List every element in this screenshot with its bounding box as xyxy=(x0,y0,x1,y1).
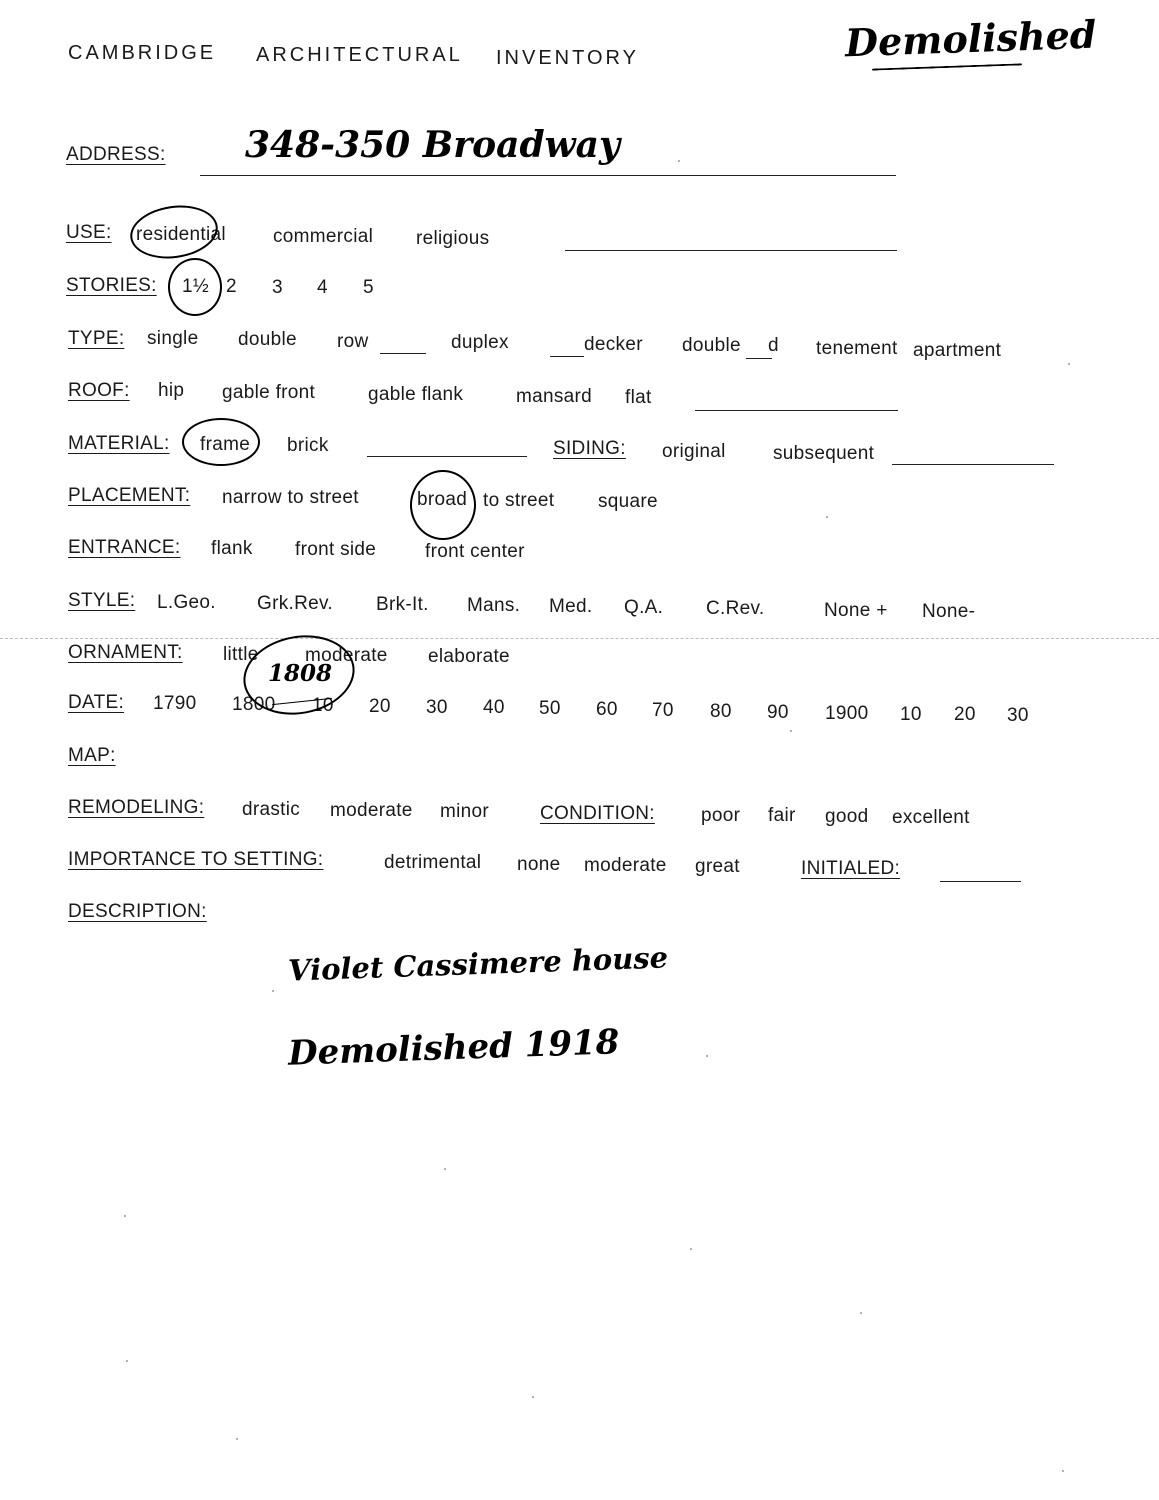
roof-label: ROOF: xyxy=(68,380,130,401)
style-option-none-plus: None + xyxy=(824,600,888,621)
scan-speck xyxy=(126,1360,128,1362)
use-option-commercial: commercial xyxy=(273,226,374,247)
scan-speck xyxy=(790,730,792,732)
type-option-d: d xyxy=(768,335,779,356)
demolished-stamp: Demolished xyxy=(844,11,1098,66)
siding-label: SIDING: xyxy=(553,438,626,459)
remodeling-option-drastic: drastic xyxy=(242,799,301,820)
importance-option-detrimental: detrimental xyxy=(384,852,482,873)
entrance-label: ENTRANCE: xyxy=(68,537,181,558)
style-label: STYLE: xyxy=(68,590,136,611)
entrance-option-flank: flank xyxy=(211,538,253,559)
siding-other-blank xyxy=(892,464,1054,465)
material-option-brick: brick xyxy=(287,435,329,456)
scan-speck xyxy=(860,1312,862,1314)
type-option-duplex: duplex xyxy=(451,332,509,353)
initialed-blank xyxy=(940,881,1021,882)
description-label: DESCRIPTION: xyxy=(68,901,207,922)
condition-option-excellent: excellent xyxy=(892,807,970,828)
type-decker-blank xyxy=(550,356,584,357)
scan-speck xyxy=(272,990,274,992)
description-line-2: Demolished 1918 xyxy=(287,1022,620,1074)
ornament-label: ORNAMENT: xyxy=(68,642,183,663)
address-line xyxy=(200,175,896,176)
ornament-option-moderate: moderate xyxy=(305,645,388,666)
date-label: DATE: xyxy=(68,692,125,713)
address-label: ADDRESS: xyxy=(66,144,166,165)
placement-option-square: square xyxy=(598,491,658,512)
use-label: USE: xyxy=(66,222,112,243)
scan-speck xyxy=(236,1438,238,1440)
type-option-double-d: double xyxy=(682,335,741,356)
importance-option-great: great xyxy=(695,856,740,877)
style-option-none-minus: None- xyxy=(922,601,976,622)
use-option-residential: residential xyxy=(136,224,226,245)
scan-speck xyxy=(706,1055,708,1057)
material-label: MATERIAL: xyxy=(68,433,170,454)
roof-option-hip: hip xyxy=(158,380,185,401)
type-option-double: double xyxy=(238,329,297,350)
description-line-1: Violet Cassimere house xyxy=(287,940,669,988)
ornament-option-little: little xyxy=(223,644,259,665)
date-option-1880: 80 xyxy=(710,701,732,722)
date-option-1890: 90 xyxy=(767,702,789,723)
date-option-1820: 20 xyxy=(369,696,391,717)
scan-speck xyxy=(1062,1470,1064,1472)
type-row-blank xyxy=(380,353,426,354)
date-handwritten: 1808 xyxy=(268,660,333,687)
condition-option-poor: poor xyxy=(701,805,741,826)
date-option-1870: 70 xyxy=(652,700,674,721)
type-option-tenement: tenement xyxy=(816,338,898,359)
date-option-1840: 40 xyxy=(483,697,505,718)
header-word-3: INVENTORY xyxy=(496,47,639,69)
remodeling-option-moderate: moderate xyxy=(330,800,413,821)
type-option-row: row xyxy=(337,331,369,352)
style-option-qa: Q.A. xyxy=(624,597,664,618)
use-option-religious: religious xyxy=(416,228,490,249)
stories-option-5: 5 xyxy=(363,277,374,298)
stories-selection-circle xyxy=(168,258,222,316)
importance-option-none: none xyxy=(517,854,561,875)
type-option-apartment: apartment xyxy=(913,340,1002,361)
placement-label: PLACEMENT: xyxy=(68,485,191,506)
stories-label: STORIES: xyxy=(66,275,157,296)
style-option-grkrev: Grk.Rev. xyxy=(257,593,333,614)
scan-speck xyxy=(124,1215,126,1217)
date-option-1810: 10 xyxy=(312,695,334,716)
placement-selection-circle xyxy=(410,470,476,540)
style-option-mans: Mans. xyxy=(467,595,521,616)
roof-option-gable-front: gable front xyxy=(222,382,316,403)
date-option-1920: 20 xyxy=(954,704,976,725)
siding-option-original: original xyxy=(662,441,726,462)
roof-option-mansard: mansard xyxy=(516,386,593,407)
style-option-med: Med. xyxy=(549,596,593,617)
date-option-1860: 60 xyxy=(596,699,618,720)
material-other-blank xyxy=(367,456,527,457)
scan-speck xyxy=(532,1396,534,1398)
date-option-1800: 1800 xyxy=(232,694,276,715)
roof-other-blank xyxy=(695,410,898,411)
date-option-1930: 30 xyxy=(1007,705,1029,726)
ornament-option-elaborate: elaborate xyxy=(428,646,510,667)
entrance-option-front-center: front center xyxy=(425,541,525,562)
style-option-lgeo: L.Geo. xyxy=(157,592,216,613)
header-word-2: ARCHITECTURAL xyxy=(256,44,463,66)
address-value: 348-350 Broadway xyxy=(245,124,620,166)
condition-option-good: good xyxy=(825,806,869,827)
header-word-1: CAMBRIDGE xyxy=(68,42,217,64)
siding-option-subsequent: subsequent xyxy=(773,443,875,464)
stamp-underline xyxy=(872,63,1022,70)
scan-speck xyxy=(826,516,828,518)
importance-label: IMPORTANCE TO SETTING: xyxy=(68,849,324,870)
stories-option-4: 4 xyxy=(317,277,328,298)
style-option-crev: C.Rev. xyxy=(706,598,765,619)
condition-option-fair: fair xyxy=(768,805,796,826)
placement-option-narrow: narrow to street xyxy=(222,487,359,508)
date-option-1850: 50 xyxy=(539,698,561,719)
scan-speck xyxy=(444,1168,446,1170)
remodeling-label: REMODELING: xyxy=(68,797,205,818)
initialed-label: INITIALED: xyxy=(801,858,901,879)
date-option-1910: 10 xyxy=(900,704,922,725)
scan-speck xyxy=(690,1248,692,1250)
placement-option-broad: broad xyxy=(417,489,468,510)
date-option-1900: 1900 xyxy=(825,703,869,724)
style-option-brkit: Brk-It. xyxy=(376,594,429,615)
placement-option-to-street: to street xyxy=(483,490,555,511)
use-other-blank xyxy=(565,250,897,251)
stories-option-1-5: 1½ xyxy=(182,276,210,297)
use-selection-circle xyxy=(127,200,221,264)
roof-option-gable-flank: gable flank xyxy=(368,384,464,405)
stories-option-2: 2 xyxy=(226,276,237,297)
stories-option-3: 3 xyxy=(272,277,283,298)
remodeling-option-minor: minor xyxy=(440,801,490,822)
scan-speck xyxy=(1068,363,1070,365)
entrance-option-front-side: front side xyxy=(295,539,377,560)
date-option-1830: 30 xyxy=(426,697,448,718)
material-option-frame: frame xyxy=(200,434,251,455)
map-label: MAP: xyxy=(68,745,116,766)
roof-option-flat: flat xyxy=(625,387,652,408)
type-double-d-blank xyxy=(746,358,772,359)
date-option-1790: 1790 xyxy=(153,693,197,714)
importance-option-moderate: moderate xyxy=(584,855,667,876)
scan-fold-line xyxy=(0,638,1159,639)
type-option-decker: decker xyxy=(584,334,643,355)
scan-speck xyxy=(678,160,680,162)
type-option-single: single xyxy=(147,328,199,349)
type-label: TYPE: xyxy=(68,328,125,349)
material-selection-circle xyxy=(182,418,260,466)
condition-label: CONDITION: xyxy=(540,803,655,824)
